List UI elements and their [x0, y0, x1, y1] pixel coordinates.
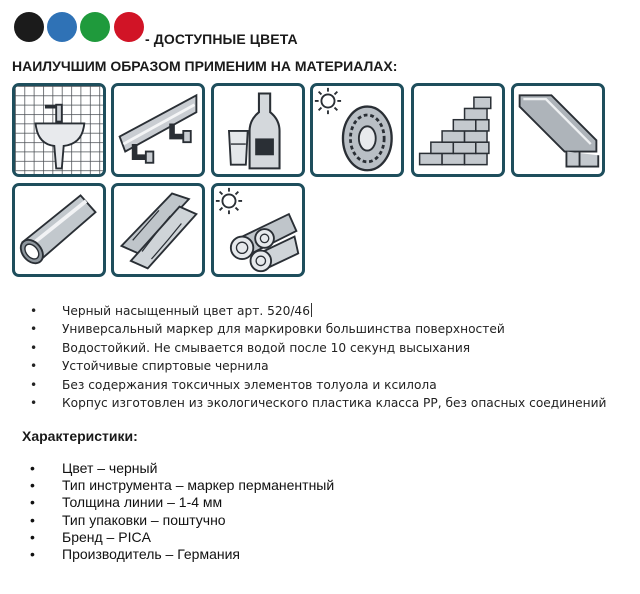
list-item: • Цвет – черный: [30, 460, 334, 477]
glass-bottle-icon: [211, 83, 305, 177]
list-item: • Производитель – Германия: [30, 546, 334, 563]
plastic-pipe-icon: [12, 183, 106, 277]
list-item: • Тип упаковки – поштучно: [30, 512, 334, 529]
list-item: • Устойчивые спиртовые чернила: [30, 357, 606, 375]
swatch-black: [14, 12, 44, 42]
list-item: • Водостойкий. Не смывается водой после 10 секунд высыхания: [30, 339, 606, 357]
rubber-tire-icon: [310, 83, 404, 177]
swatch-green: [80, 12, 110, 42]
list-item: • Корпус изготовлен из экологического пластика класса PP, без опасных соединений: [30, 394, 606, 412]
characteristics-title: Характеристики:: [22, 428, 138, 444]
list-item: • Тип инструмента – маркер перманентный: [30, 477, 334, 494]
materials-heading: НАИЛУЧШИМ ОБРАЗОМ ПРИМЕНИМ НА МАТЕРИАЛАХ:: [12, 58, 398, 74]
logs-icon: [211, 183, 305, 277]
ceramic-sink-icon: [12, 83, 106, 177]
available-colors-label: - ДОСТУПНЫЕ ЦВЕТА: [145, 31, 298, 47]
list-item: • Черный насыщенный цвет арт. 520/46: [30, 302, 606, 320]
steel-beam-icon: [511, 83, 605, 177]
swatch-red: [114, 12, 144, 42]
characteristics-list: [30, 460, 334, 563]
metal-handrail-icon: [111, 83, 205, 177]
brick-wall-icon: [411, 83, 505, 177]
list-item: • Бренд – PICA: [30, 529, 334, 546]
list-item: • Толщина линии – 1-4 мм: [30, 494, 334, 511]
list-item: • Универсальный маркер для маркировки большинства поверхностей: [30, 320, 606, 338]
wood-planks-icon: [111, 183, 205, 277]
swatch-blue: [47, 12, 77, 42]
list-item: • Без содержания токсичных элементов толуола и ксилола: [30, 376, 606, 394]
text-cursor: [311, 303, 312, 317]
features-list: [30, 302, 606, 412]
